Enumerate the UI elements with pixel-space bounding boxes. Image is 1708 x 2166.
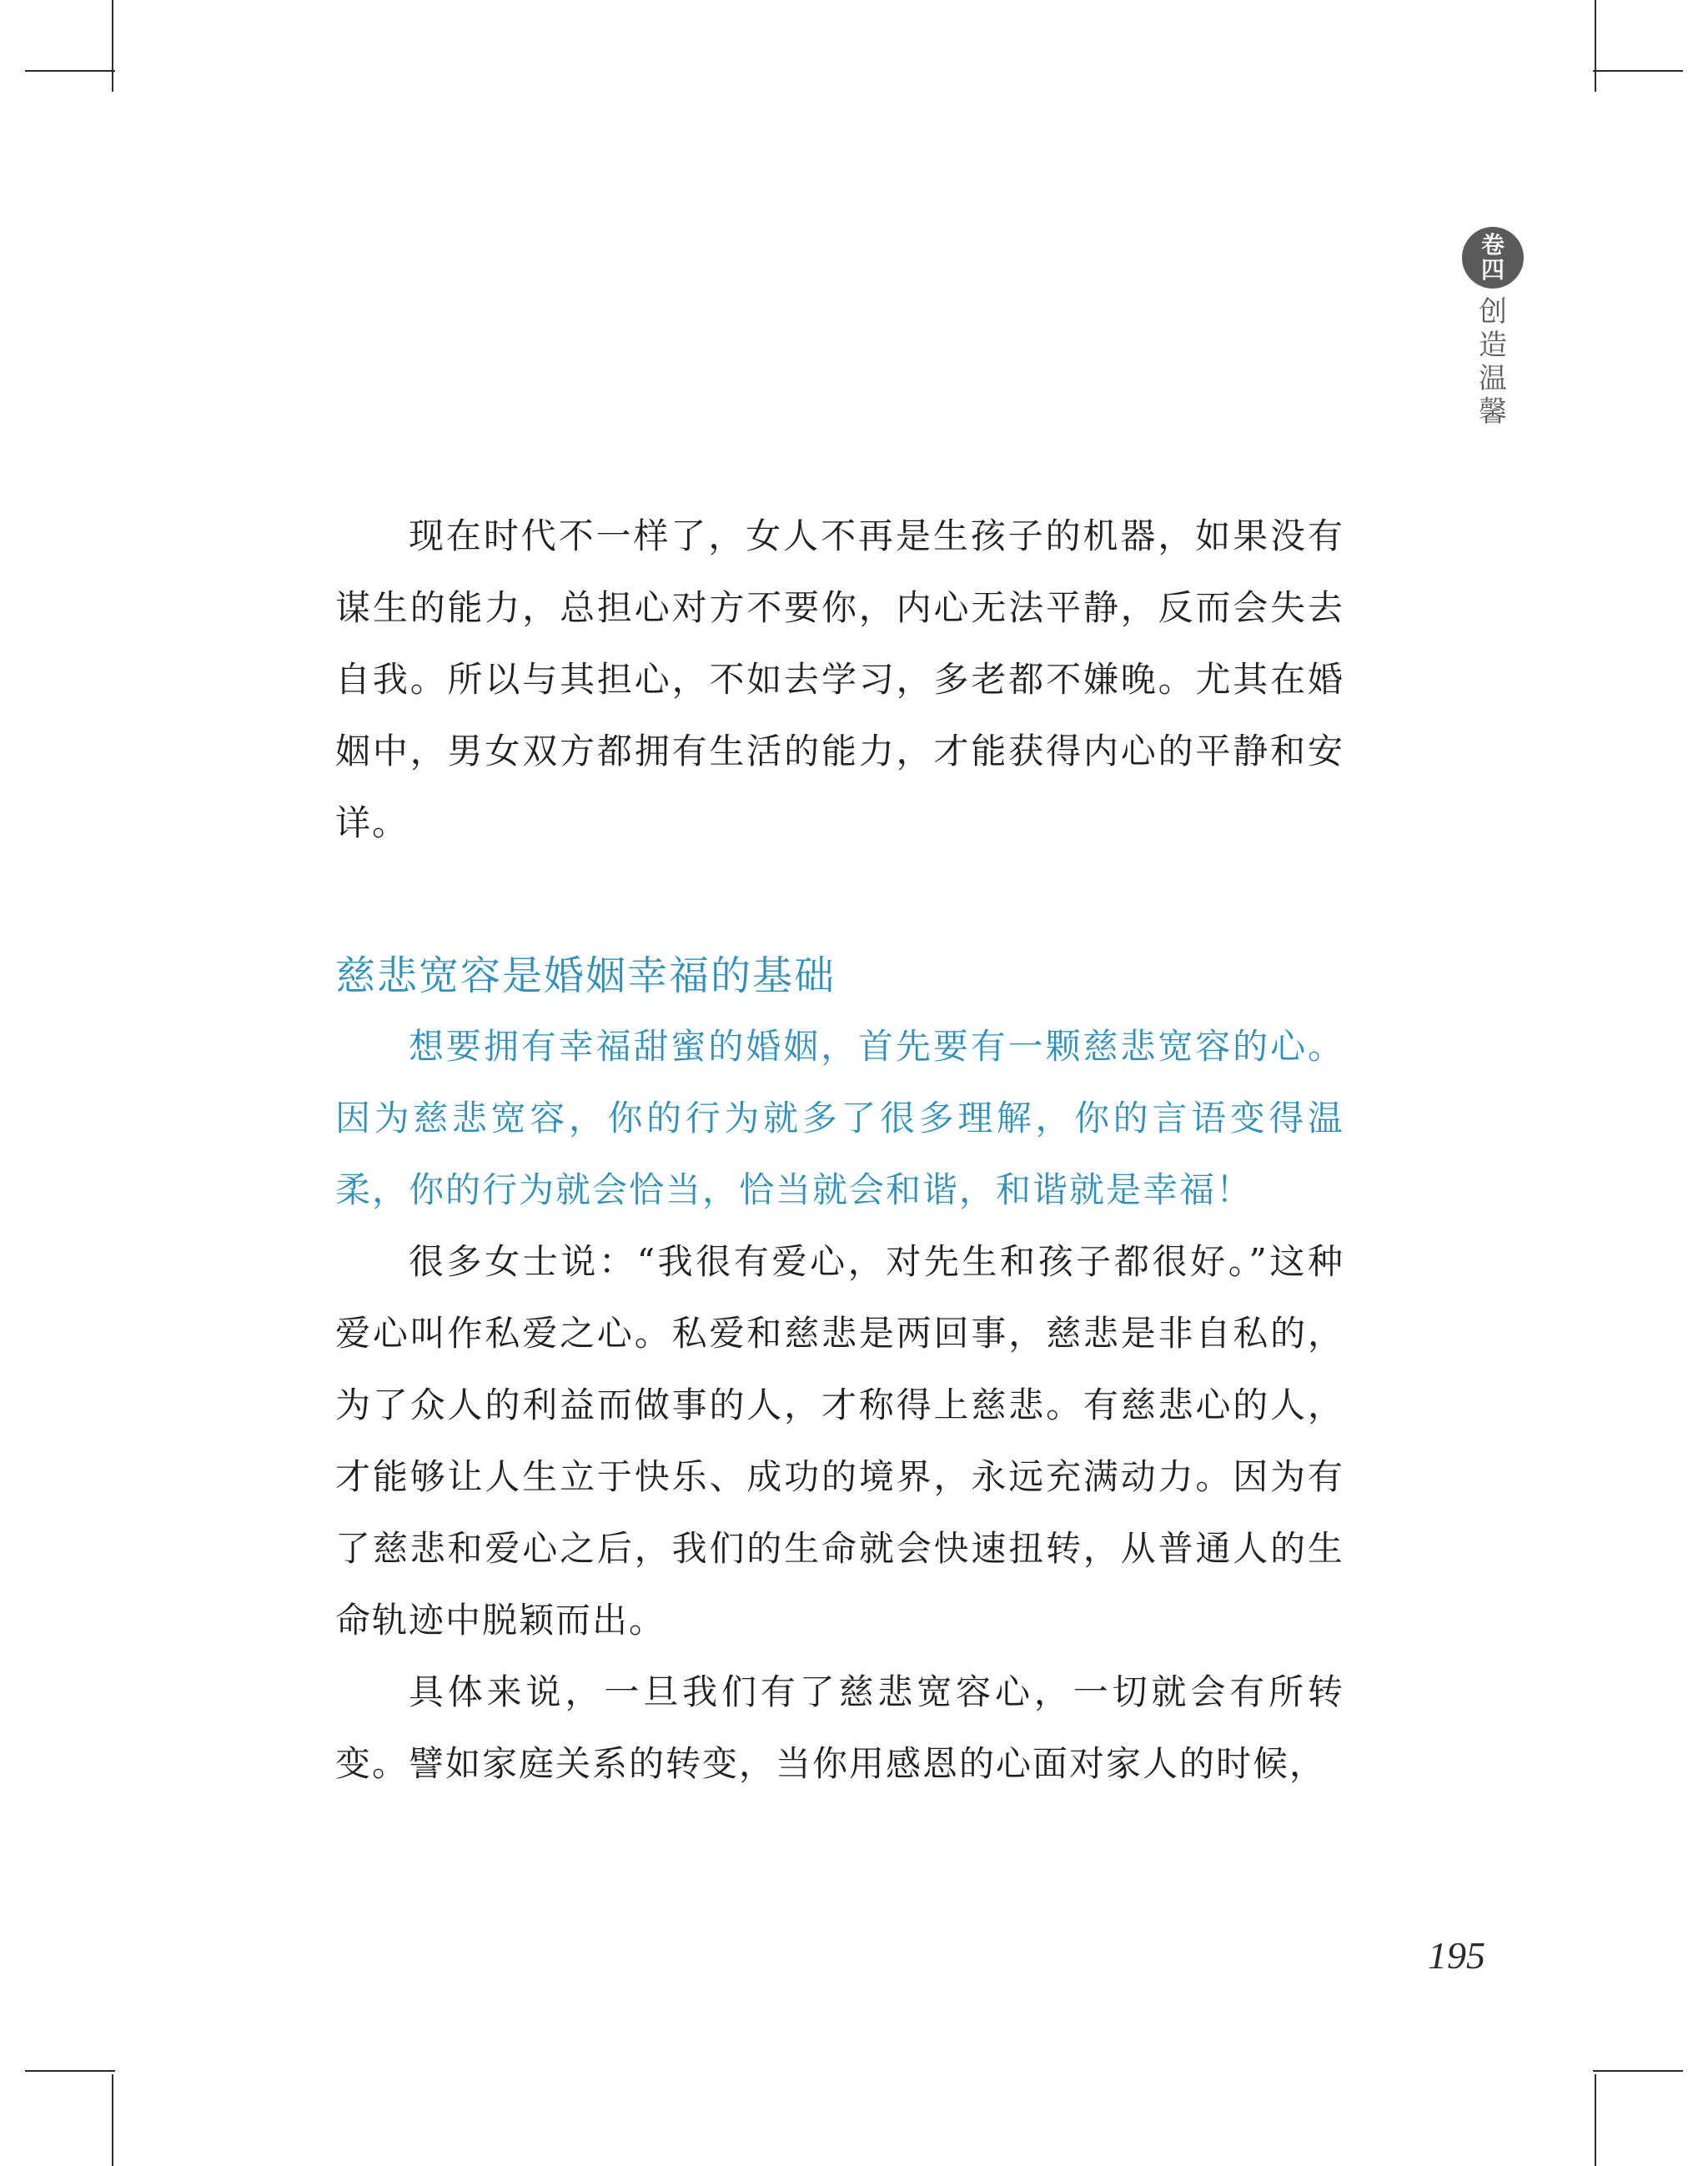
- crop-mark: [1593, 2070, 1683, 2072]
- crop-mark: [25, 2070, 115, 2072]
- chapter-side-tab: [1461, 227, 1525, 429]
- page-content: [335, 500, 1344, 1800]
- intro-paragraph: 现在时代不一样了，女人不再是生孩子的机器，如果没有谋生的能力，总担心对方不要你，内心无法平静，反而会失去自我。所以与其担心，不如去学习，多老都不嫌晚。尤其在婚姻中，男女双方都拥有生活的能力，才能获得内心的平静和安详。: [335, 515, 1344, 843]
- chapter-badge-line2: 四: [1480, 256, 1505, 284]
- body-paragraph: 具体来说，一旦我们有了慈悲宽容心，一切就会有所转变。譬如家庭关系的转变，当你用感恩的心面对家人的时候，: [335, 1671, 1344, 1784]
- chapter-title: 创造温馨: [1479, 295, 1507, 429]
- section-heading: 慈悲宽容是婚姻幸福的基础: [335, 952, 836, 999]
- page-number: 195: [1428, 1934, 1485, 1977]
- chapter-badge: [1462, 227, 1524, 289]
- crop-mark: [112, 2074, 113, 2166]
- crop-mark: [1595, 2074, 1596, 2166]
- highlight-paragraph: 想要拥有幸福甜蜜的婚姻，首先要有一颗慈悲宽容的心。因为慈悲宽容，你的行为就多了很多理解，你的言语变得温柔，你的行为就会恰当，恰当就会和谐，和谐就是幸福！: [335, 1026, 1344, 1210]
- crop-mark: [112, 0, 113, 92]
- body-paragraph: 很多女士说：“我很有爱心，对先生和孩子都很好。”这种爱心叫作私爱之心。私爱和慈悲是两回事，慈悲是非自私的，为了众人的利益而做事的人，才称得上慈悲。有慈悲心的人，才能够让人生立于快乐、成功的境界，永远充满动力。因为有了慈悲和爱心之后，我们的生命就会快速扭转，从普通人的生命轨迹中脱颖而出。: [335, 1241, 1344, 1641]
- crop-mark: [1593, 70, 1683, 72]
- crop-mark: [25, 70, 115, 72]
- chapter-badge-line1: 卷: [1480, 231, 1505, 259]
- crop-mark: [1595, 0, 1596, 92]
